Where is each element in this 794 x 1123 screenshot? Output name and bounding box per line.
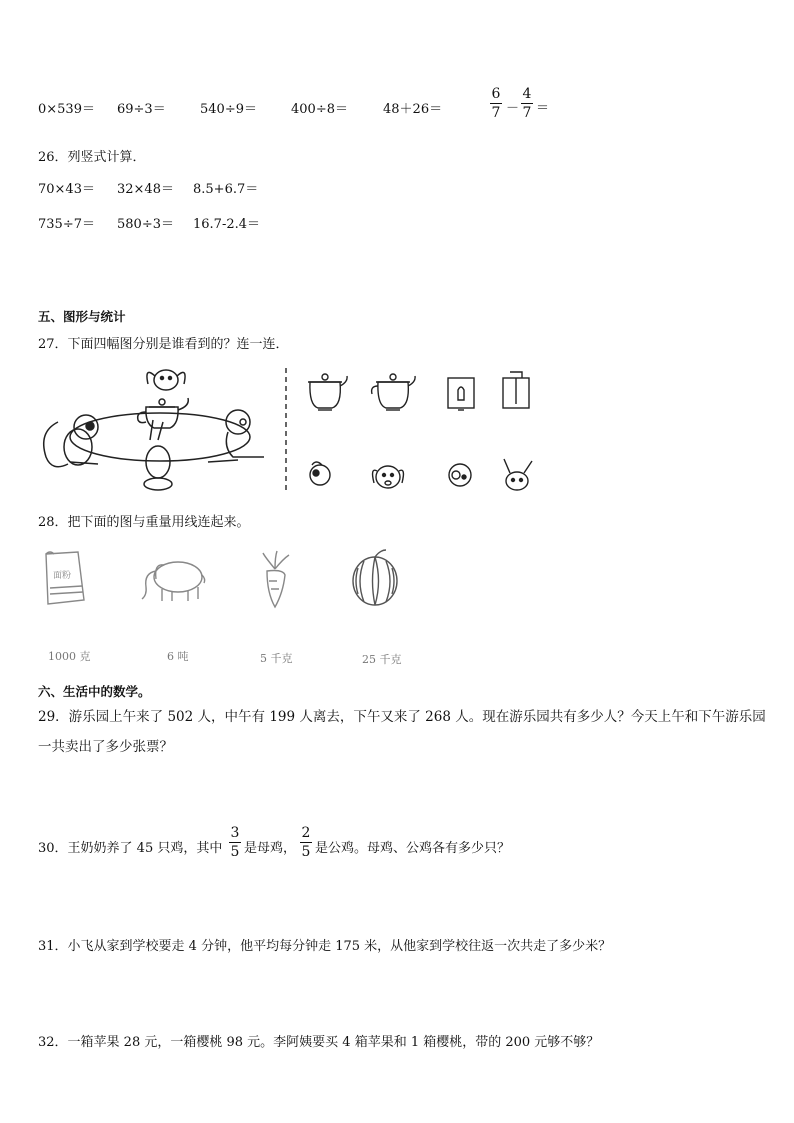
question-30-suffix: 是公鸡。母鸡、公鸡各有多少只？ [315,841,511,856]
question-29-text: 29．游乐园上午来了 502 人，中午有 199 人离去，下午又来了 268 人。现在游乐园共有多少人？今天上午和下午游乐园一共卖出了多少张票？ [38,709,766,755]
elephant-image [138,555,208,605]
question-27-title: 27．下面四幅图分别是谁看到的？连一连． [38,337,289,352]
dashed-divider [284,368,288,494]
teapot-views [300,370,540,415]
section-5-heading: 五、图形与统计 [38,309,126,324]
carrot-image [255,551,295,609]
weight-label: 6 吨 [167,650,189,663]
equals-sign: ＝ [536,101,550,116]
flour-bag-label: 面粉 [52,571,72,581]
vertical-calc-item: 16.7-2.4＝ [193,217,261,232]
calc-item: 0×539＝ [38,102,95,117]
vertical-calc-item: 580÷3＝ [117,217,174,232]
weight-label: 25 千克 [362,653,402,666]
calc-item: 69÷3＝ [117,102,166,117]
animal-heads [300,455,540,500]
weight-label: 5 千克 [260,652,293,665]
weight-label: 1000 克 [48,650,91,663]
question-31-text: 31．小飞从家到学校要走 4 分钟，他平均每分钟走 175 米，从他家到学校往返一次共走了多少米？ [38,939,612,954]
flour-bag-image [40,548,90,606]
vertical-calc-item: 32×48＝ [117,182,174,197]
vertical-calc-item: 735÷7＝ [38,217,95,232]
vertical-calc-item: 70×43＝ [38,182,95,197]
calc-item: 540÷9＝ [200,102,257,117]
table-scene-illustration [38,362,278,497]
question-28-title: 28．把下面的图与重量用线连起来。 [38,515,250,530]
fraction: 6 7 [491,86,501,121]
question-30-middle: 是母鸡， [244,841,297,856]
section-6-heading: 六、生活中的数学。 [38,684,151,699]
watermelon-image [350,546,400,608]
calc-item: 400÷8＝ [291,102,348,117]
question-30-prefix: 30．王奶奶养了 45 只鸡，其中 [38,841,223,856]
calc-item: 48＋26＝ [383,102,443,117]
fraction: 3 5 [230,825,240,860]
minus-sign: － [506,101,520,116]
question-32-text: 32．一箱苹果 28 元，一箱樱桃 98 元。李阿姨要买 4 箱苹果和 1 箱樱桃，带的 200 元够不够？ [38,1035,600,1050]
fraction: 4 7 [522,86,532,121]
vertical-calc-item: 8.5+6.7＝ [193,182,259,197]
question-26-title: 26．列竖式计算． [38,150,146,165]
fraction: 2 5 [301,825,311,860]
